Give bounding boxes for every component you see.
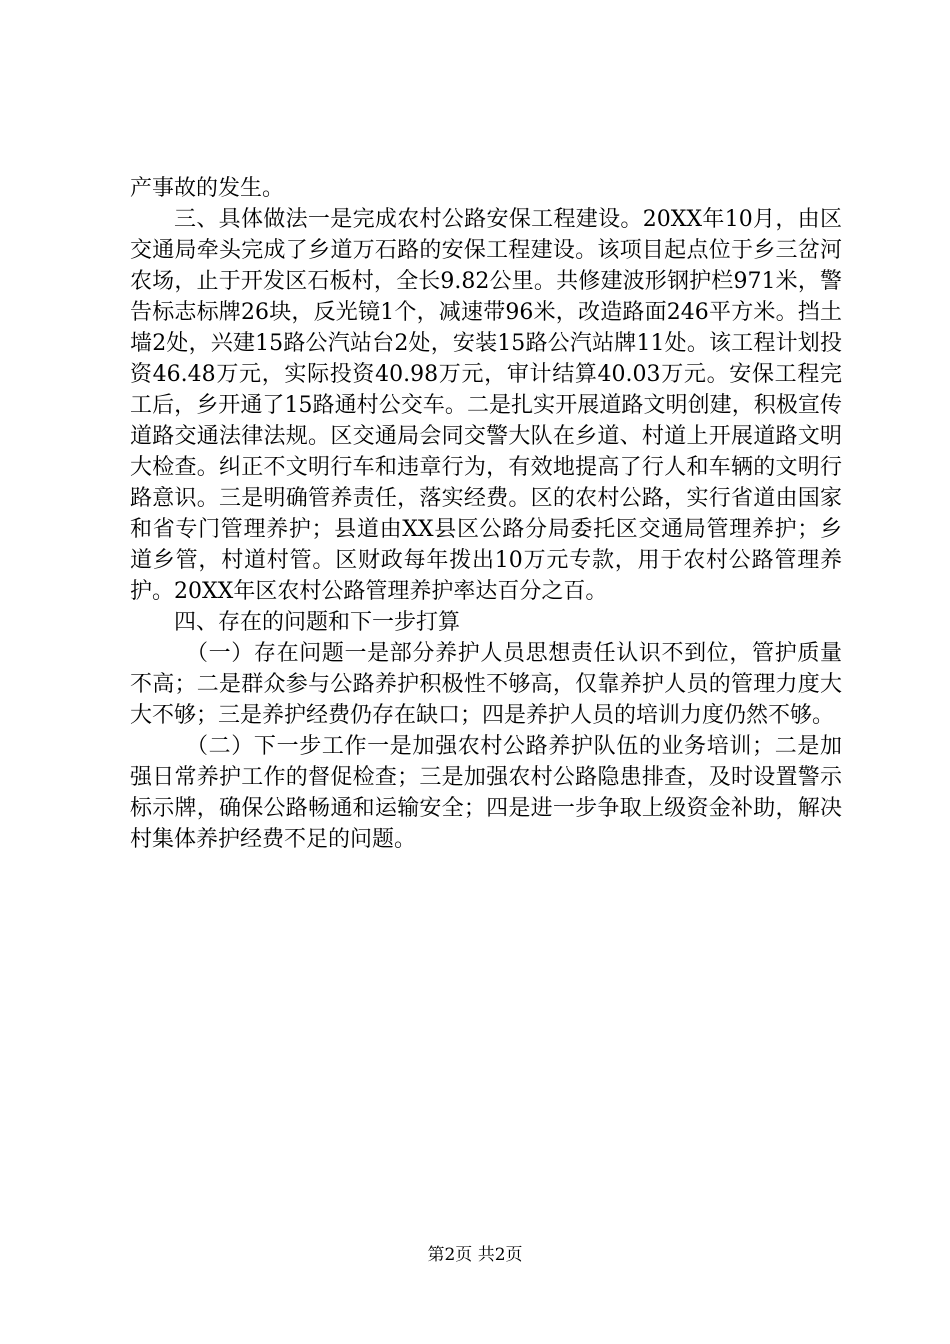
paragraph-existing-problems: （一）存在问题一是部分养护人员思想责任认识不到位，管护质量不高；二是群众参与公路养护积极性不够高，仅靠养护人员的管理力度大大不够；三是养护经费仍存在缺口；四是养护人员的培训力度仍然不够。 [130, 641, 842, 728]
page-number-footer: 第2页 共2页 [427, 1245, 523, 1265]
document-body [130, 173, 842, 855]
paragraph-continuation: 产事故的发生。 [130, 176, 285, 201]
paragraph-section-four-heading: 四、存在的问题和下一步打算 [174, 610, 461, 635]
paragraph-next-steps: （二）下一步工作一是加强农村公路养护队伍的业务培训；二是加强日常养护工作的督促检查；三是加强农村公路隐患排查，及时设置警示标示牌，确保公路畅通和运输安全；四是进一步争取上级资金补助，解决村集体养护经费不足的问题。 [130, 734, 842, 852]
paragraph-section-three: 三、具体做法一是完成农村公路安保工程建设。20XX年10月，由区交通局牵头完成了乡道万石路的安保工程建设。该项目起点位于乡三岔河农场，止于开发区石板村，全长9.82公里。共修建波形钢护栏971米，警告标志标牌26块，反光镜1个，减速带96米，改造路面246平方米。挡土墙2处，兴建15路公汽站台2处，安装15路公汽站牌11处。该工程计划投资46.48万元，实际投资40.98万元，审计结算40.03万元。安保工程完工后，乡开通了15路通村公交车。二是扎实开展道路文明创建，积极宣传道路交通法律法规。区交通局会同交警大队在乡道、村道上开展道路文明大检查。纠正不文明行车和违章行为，有效地提高了行人和车辆的文明行路意识。三是明确管养责任，落实经费。区的农村公路，实行省道由国家和省专门管理养护；县道由XX县区公路分局委托区交通局管理养护；乡道乡管，村道村管。区财政每年拨出10万元专款，用于农村公路管理养护。20XX年区农村公路管理养护率达百分之百。 [130, 207, 842, 604]
